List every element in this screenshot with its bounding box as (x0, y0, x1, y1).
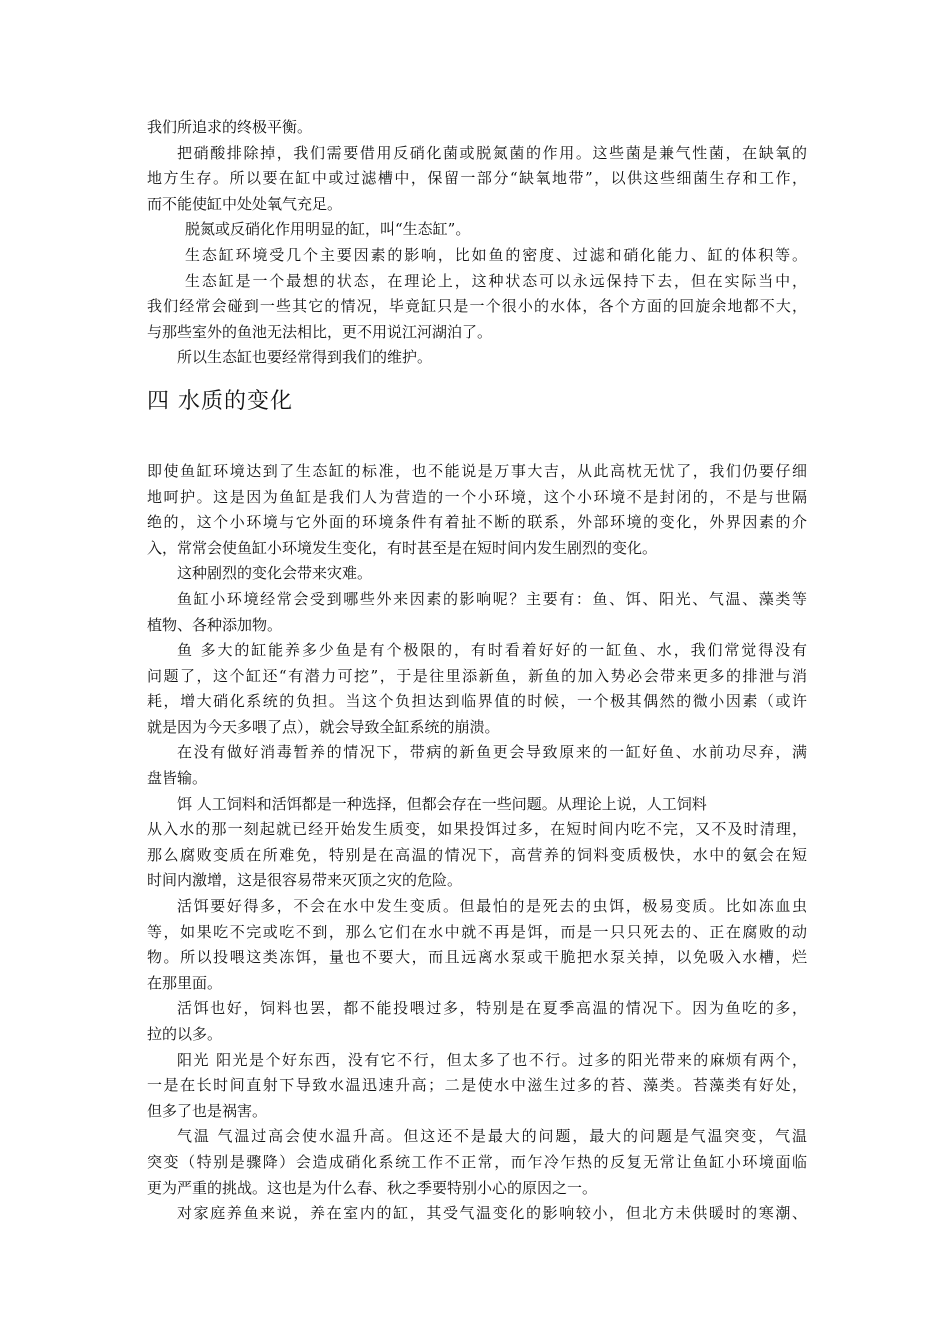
text-line: 那么腐败变质在所难免，特别是在高温的情况下，高营养的饲料变质极快，水中的氨会在短 (147, 845, 807, 864)
text-line: 鱼缸小环境经常会受到哪些外来因素的影响呢？主要有：鱼、饵、阳光、气温、藻类等 (177, 589, 807, 608)
text-line: 地方生存。所以要在缸中或过滤槽中，保留一部分“缺氧地带”，以供这些细菌生存和工作， (147, 169, 807, 188)
text-line: 突变（特别是骤降）会造成硝化系统工作不正常，而乍冷乍热的反复无常让鱼缸小环境面临 (147, 1152, 807, 1171)
document-page (147, 115, 807, 1227)
text-line: 活饵要好得多，不会在水中发生变质。但最怕的是死去的虫饵，极易变质。比如冻血虫 (177, 897, 807, 916)
text-line: 但多了也是祸害。 (147, 1101, 268, 1120)
text-line: 我们所追求的终极平衡。 (147, 118, 313, 136)
text-line: 所以生态缸也要经常得到我们的维护。 (177, 348, 433, 367)
text-line: 耗，增大硝化系统的负担。当这个负担达到临界值的时候，一个极其偶然的微小因素（或许 (147, 692, 807, 711)
text-line: 问题了，这个缸还“有潜力可挖”，于是往里添新鱼，新鱼的加入势必会带来更多的排泄与消 (147, 666, 807, 685)
text-line: 即使鱼缸环境达到了生态缸的标准，也不能说是万事大吉，从此高枕无忧了，我们仍要仔细 (147, 461, 807, 480)
text-line: 盘皆输。 (147, 769, 208, 788)
text-line: 物。所以投喂这类冻饵，量也不要大，而且远离水泵或干脆把水泵关掉，以免吸入水槽，烂 (147, 948, 807, 967)
text-line: 时间内激增，这是很容易带来灭顶之灾的危险。 (147, 871, 463, 890)
text-line: 这种剧烈的变化会带来灾难。 (177, 564, 373, 583)
text-line: 活饵也好，饲料也罢，都不能投喂过多，特别是在夏季高温的情况下。因为鱼吃的多， (177, 999, 807, 1018)
text-line: 从入水的那一刻起就已经开始发生质变，如果投饵过多，在短时间内吃不完，又不及时清理， (147, 820, 807, 839)
text-line: 饵 人工饲料和活饵都是一种选择，但都会存在一些问题。从理论上说，人工饲料 (177, 794, 707, 813)
text-line: 对家庭养鱼来说，养在室内的缸，其受气温变化的影响较小，但北方未供暖时的寒潮、 (177, 1204, 807, 1223)
text-line: 一是在长时间直射下导致水温迅速升高；二是使水中滋生过多的苔、藻类。苔藻类有好处， (147, 1076, 807, 1095)
text-line: 更为严重的挑战。这也是为什么春、秋之季要特别小心的原因之一。 (147, 1178, 598, 1197)
text-line: 脱氮或反硝化作用明显的缸，叫“生态缸”。 (185, 220, 471, 239)
text-line: 我们经常会碰到一些其它的情况，毕竟缸只是一个很小的水体，各个方面的回旋余地都不大， (147, 297, 807, 316)
text-line: 气温 气温过高会使水温升高。但这还不是最大的问题，最大的问题是气温突变，气温 (177, 1127, 807, 1146)
text-line: 而不能使缸中处处氧气充足。 (147, 194, 343, 213)
text-line: 在那里面。 (147, 973, 223, 992)
text-line: 与那些室外的鱼池无法相比，更不用说江河湖泊了。 (147, 322, 493, 341)
text-line: 拉的以多。 (147, 1025, 223, 1043)
text-line: 生态缸是一个最想的状态，在理论上，这种状态可以永远保持下去，但在实际当中， (185, 271, 807, 290)
text-line: 把硝酸排除掉，我们需要借用反硝化菌或脱氮菌的作用。这些菌是兼气性菌，在缺氧的 (177, 143, 807, 162)
section-heading: 四 水质的变化 (147, 388, 293, 414)
text-line: 入，常常会使鱼缸小环境发生变化，有时甚至是在短时间内发生剧烈的变化。 (147, 538, 658, 557)
text-line: 等，如果吃不完或吃不到，那么它们在水中就不再是饵，而是一只只死去的、正在腐败的动 (147, 922, 807, 941)
text-line: 植物、各种添加物。 (147, 615, 283, 634)
text-line: 在没有做好消毒暂养的情况下，带病的新鱼更会导致原来的一缸好鱼、水前功尽弃，满 (177, 743, 807, 762)
text-line: 绝的，这个小环境与它外面的环境条件有着扯不断的联系，外部环境的变化，外界因素的介 (147, 513, 807, 532)
text-line: 生态缸环境受几个主要因素的影响，比如鱼的密度、过滤和硝化能力、缸的体积等。 (185, 245, 807, 264)
text-line: 地呵护。这是因为鱼缸是我们人为营造的一个小环境，这个小环境不是封闭的，不是与世隔 (147, 487, 807, 506)
text-line: 阳光 阳光是个好东西，没有它不行，但太多了也不行。过多的阳光带来的麻烦有两个， (177, 1050, 807, 1069)
text-line: 鱼 多大的缸能养多少鱼是有个极限的，有时看着好好的一缸鱼、水，我们常觉得没有 (177, 641, 807, 660)
text-line: 就是因为今天多喂了点），就会导致全缸系统的崩溃。 (147, 717, 500, 736)
